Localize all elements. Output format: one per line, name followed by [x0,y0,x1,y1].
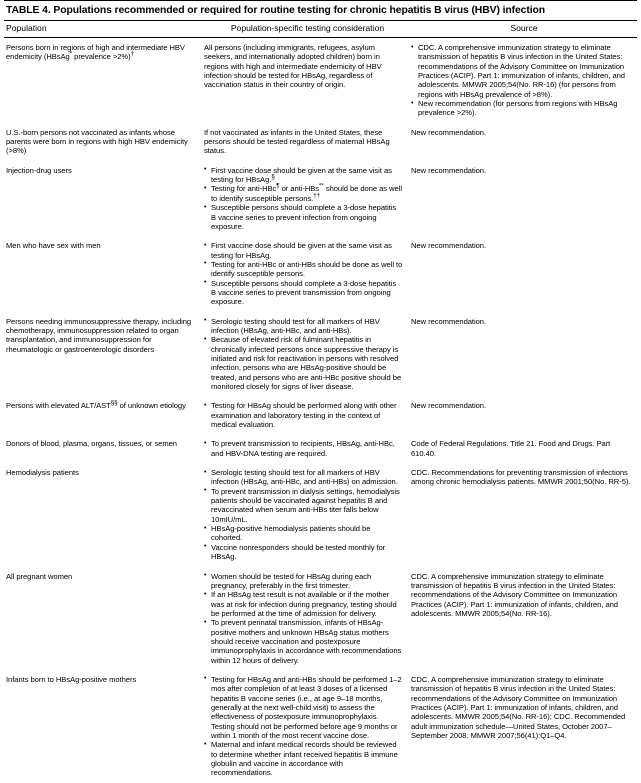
hbv-testing-table [4,21,637,37]
table-row [4,38,637,123]
cell-population: Men who have sex with men [6,241,101,251]
cell-consideration [204,396,411,434]
table-row [4,463,637,566]
consideration-bullet-item: • First vaccine dose should be given at the same visit as testing for HBsAg. [204,241,403,260]
cell-consideration [204,123,411,161]
cell-consideration [204,567,411,670]
cell-population: U.S.-born persons not vaccinated as infants whose parents were born in regions with high HBV endemicity (>8%) [6,127,188,156]
source-paragraph: CDC. Recommendations for preventing transmission of infections among chronic hemodialysis patients. MMWR 2001;50(No. RR-5). [411,468,631,487]
source-paragraph: New recommendation. [411,165,487,175]
consideration-bullet-item: • HBsAg-positive hemodialysis patients should be cohorted. [204,524,403,543]
cell-source [411,161,637,236]
cell-consideration [204,38,411,123]
cell-source [411,312,637,397]
consideration-bullet-item: • First vaccine dose should be given at the same visit as testing for HBsAg.§ [204,166,403,185]
consideration-bullet-item: • Maternal and infant medical records should be reviewed to determine whether infant received hepatitis B immune globulin and vaccine in accordance with recommendations. [204,740,403,777]
consideration-bullet-item: • Vaccine nonresponders should be tested monthly for HBsAg. [204,543,403,562]
cell-consideration [204,434,411,463]
consideration-bullet-item: • Testing for HBsAg should be performed along with other examination and laboratory testing in the context of medical evaluation. [204,401,403,429]
table-row [4,567,637,670]
cell-population: Injection-drug users [6,165,72,175]
cell-source [411,123,637,161]
consideration-bullet-item: • Serologic testing should test for all markers of HBV infection (HBsAg, anti-HBc, and anti-HBs) on admission. [204,468,403,487]
cell-population: Persons with elevated ALT/AST§§ of unknown etiology [6,399,186,411]
cell-source [411,396,637,434]
cell-population: Persons needing immunosuppressive therapy, including chemotherapy, immunosuppression related to organ transplantation, and immunosuppression for rheumatologic or gastroenterologic disorders [6,316,192,354]
consideration-bullet-item: • To prevent transmission to recipients, HBsAg, anti-HBc, and HBV-DNA testing are required. [204,439,403,458]
column-header-population: Population [6,23,47,33]
consideration-bullet-item: • Testing for HBsAg and anti-HBs should be performed 1–2 mos after completion of at least 3 doses of a licensed hepatitis B vaccine series (i.e., at age 9–18 months, generally at the next well-child visit) to assess the effectiveness of postexposure immunoprophylaxis. Testing should not be performed before age 9 months or within 1 month of the most recent vaccine dose. [204,675,403,740]
cell-population: All pregnant women [6,571,73,581]
consideration-bullet-item: • Susceptible persons should complete a 3-dose hepatitis B vaccine series to prevent infection from ongoing exposure. [204,203,403,231]
table-row [4,396,637,434]
consideration-bullet-item: • If an HBsAg test result is not available or if the mother was at risk for infection during pregnancy, testing should be performed at the time of admission for delivery. [204,590,403,618]
consideration-bullet-list [204,439,403,458]
source-paragraph: New recommendation. [411,127,487,137]
cell-source [411,236,637,311]
table-row [4,670,637,783]
column-header-consideration: Population-specific testing consideration [230,23,385,33]
column-header-source: Source [510,23,538,33]
cell-consideration [204,463,411,566]
table-body [4,38,637,783]
consideration-bullet-item: • Susceptible persons should complete a 3-dose hepatitis B vaccine series to prevent transmission from ongoing exposure. [204,279,403,307]
page-title: TABLE 4. Populations recommended or required for routine testing for chronic hepatitis B virus (HBV) infection [6,5,545,16]
consideration-bullet-item: • Testing for anti-HBc or anti-HBs should be done as well to identify susceptible persons. [204,260,403,279]
consideration-bullet-list [204,317,403,392]
cell-population: Donors of blood, plasma, organs, tissues, or semen [6,439,177,449]
header-row [4,21,637,37]
source-paragraph: New recommendation. [411,401,487,411]
cell-consideration [204,236,411,311]
cell-population: Infants born to HBsAg-positive mothers [6,674,137,684]
consideration-bullet-item: • Because of elevated risk of fulminant hepatitis in chronically infected persons once suppressive therapy is initiated and risk for reactivation in persons with resolved infection, persons who are HBsAg-positive should be treated, and persons who are anti-HBc positive should be monitored closely for signs of liver disease. [204,335,403,391]
source-bullet-item: • New recommendation (for persons from regions with HBsAg prevalence >2%). [411,99,635,118]
cell-source [411,38,637,123]
consideration-bullet-item: • Women should be tested for HBsAg during each pregnancy, preferably in the first trimester. [204,572,403,591]
hbv-testing-table-body [4,38,637,783]
cell-source [411,463,637,566]
cell-consideration [204,670,411,783]
table-row [4,236,637,311]
consideration-bullet-item: • To prevent transmission in dialysis settings, hemodialysis patients should be vaccinated against hepatitis B and revaccinated when serum anti-HBs titer falls below 10mIU/mL. [204,487,403,524]
source-paragraph: Code of Federal Regulations. Title 21. Food and Drugs. Part 610.40. [411,439,611,458]
cell-population: Hemodialysis patients [6,468,79,478]
table-row [4,161,637,236]
table-row [4,434,637,463]
consideration-bullet-item: • To prevent perinatal transmission, infants of HBsAg-positive mothers and unknown HBsAg status mothers should receive vaccination and postexposure immunoprophylaxis in accordance with recommendations within 12 hours of delivery. [204,618,403,665]
consideration-bullet-list [204,572,403,665]
table-row [4,123,637,161]
source-paragraph: CDC. A comprehensive immunization strategy to eliminate transmission of hepatitis B virus infection in the United States: recommendations of the Advisory Committee on Immunization Practices (ACIP). Part 1: immunization of infants, children, and adolescents. MMWR 2005;54(No. RR-16). [411,571,618,618]
table-row [4,312,637,397]
cell-population: Persons born in regions of high and intermediate HBV endemicity (HBsAg* prevalence >2%)† [6,43,185,62]
source-paragraph: New recommendation. [411,316,487,326]
consideration-bullet-item: • Testing for anti-HBc¶ or anti-HBs** should be done as well to identify susceptible persons.†† [204,184,403,203]
consideration-paragraph: If not vaccinated as infants in the United States, these persons should be tested regardless of maternal HBsAg status. [204,127,390,156]
cell-source [411,434,637,463]
cell-source [411,670,637,783]
source-paragraph: New recommendation. [411,241,487,251]
cell-consideration [204,161,411,236]
consideration-bullet-list [204,401,403,429]
cell-source [411,567,637,670]
source-bullet-item: • CDC. A comprehensive immunization strategy to eliminate transmission of hepatitis B virus infection in the United States: recommendations of the Advisory Committee on Immunization Practices (ACIP). Part 1: immunization of infants, children, and adolescents. MMWR 2005;54(No. RR-16) (for persons from regions with HBsAg prevalence of >8%). [411,43,635,99]
table-header [4,21,637,37]
consideration-paragraph: All persons (including immigrants, refugees, asylum seekers, and internationally adopted children) born in regions with high and intermediate endemicity of HBV infection should be tested for HBsAg, regardless of vaccination status in their country of origin. [204,43,382,90]
consideration-bullet-list [204,241,403,306]
source-paragraph: CDC. A comprehensive immunization strategy to eliminate transmission of hepatitis B virus infection in the United States: recommendations of the Advisory Committee on Immunization Practices (ACIP). Part 1: immunization of infants, children, and adolescents. MMWR 2005;54(No. RR-16); CDC. Recommended adult immunization schedule—United States, October 2007–September 2008. MMWR 2007;56(41):Q1–Q4. [411,674,626,740]
source-bullet-list [411,43,635,118]
cell-consideration [204,312,411,397]
consideration-bullet-list [204,468,403,561]
consideration-bullet-item: • Serologic testing should test for all markers of HBV infection (HBsAg, anti-HBc, and anti-HBs). [204,317,403,336]
consideration-bullet-list [204,675,403,778]
consideration-bullet-list [204,166,403,231]
